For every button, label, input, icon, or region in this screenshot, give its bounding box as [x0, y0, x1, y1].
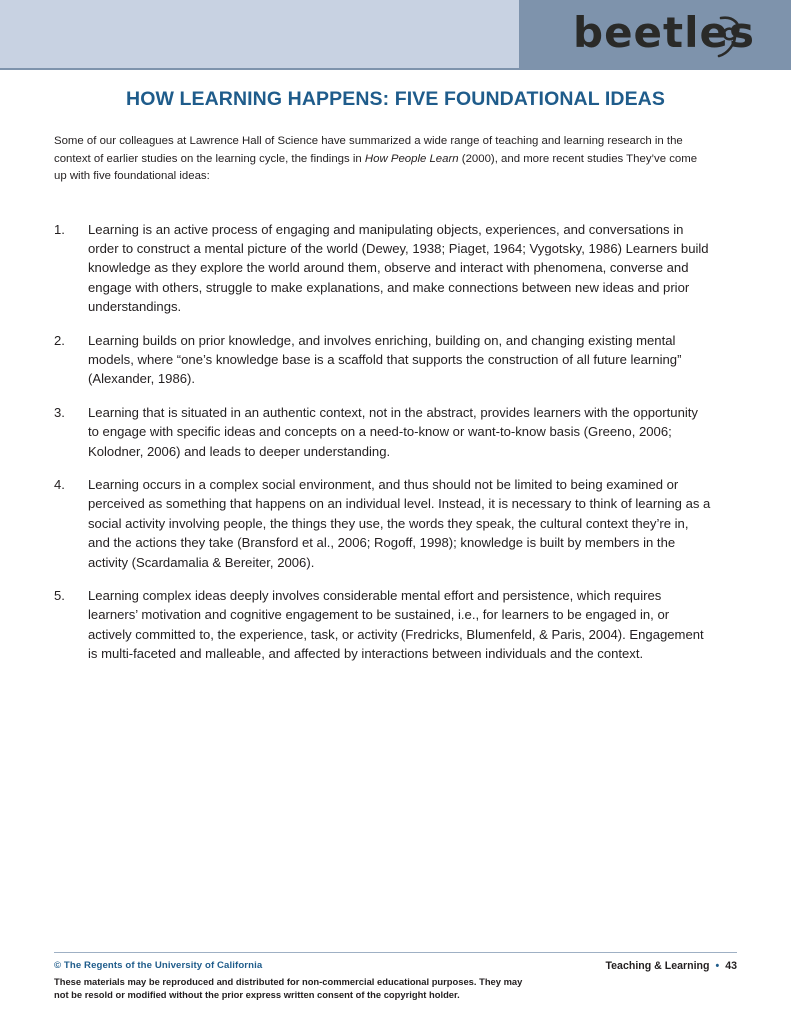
list-item: Learning that is situated in an authentic context, not in the abstract, provides learners with the opportunity to engage with specific ideas and concepts on a need-to-know or want-to-know basis (Greeno, 2006; Kolodner, 2006) and leads to deeper understanding.	[88, 404, 698, 459]
intro-text-part2: (2000), and more recent studies They’ve come up with five foundational ideas:	[54, 152, 698, 182]
page-title: HOW LEARNING HAPPENS: FIVE FOUNDATIONAL IDEAS	[126, 88, 665, 110]
list-item: Learning builds on prior knowledge, and involves enriching, building on, and changing existing mental models, where “one’s knowledge base is a scaffold that supports the construction of all future learning” (Alexander, 1986).	[88, 332, 682, 387]
foundational-ideas-list	[0, 186, 791, 664]
page-header-band	[0, 0, 791, 68]
brand-logo-text: beetles	[573, 8, 755, 57]
beetle-swirl-icon	[715, 14, 745, 58]
footer-section-label: Teaching & Learning	[605, 960, 710, 972]
page-number: 43	[725, 960, 737, 972]
copyright-notice: © The Regents of the University of California	[54, 960, 263, 971]
brand-logo-box	[519, 0, 791, 68]
terms-notice: These materials may be reproduced and distributed for non-commercial educational purposes. They may not be resold or modified without the prior express written consent of the copyright holder.	[54, 976, 523, 1000]
footer-divider	[54, 952, 737, 953]
list-item: Learning is an active process of engaging and manipulating objects, experiences, and conversations in order to construct a mental picture of the world (Dewey, 1938; Piaget, 1964; Vygotsky, 1986) Learners build knowledge as they explore the world around them, observe and interact with phenomena, converse and engage with others, struggle to make explanations, and make connections between new ideas and prior understandings.	[88, 221, 709, 315]
list-item: Learning complex ideas deeply involves considerable mental effort and persistence, which requires learners’ motivation and cognitive engagement to be sustained, i.e., for learners to be engaged in, or actively committed to, the experience, task, or activity (Fredricks, Blumenfeld, & Paris, 2004). Engagement is multi-faceted and malleable, and affected by interactions between individuals and the context.	[88, 588, 704, 662]
intro-paragraph	[0, 111, 791, 186]
intro-book-title: How People Learn	[364, 152, 459, 165]
page-footer	[0, 958, 791, 1018]
intro-text-part1: Some of our colleagues at Lawrence Hall of Science have summarized a wide range of teaching and learning research in the context of earlier studies on the learning cycle, the findings in	[54, 135, 683, 165]
page-content	[0, 70, 791, 678]
footer-separator: •	[715, 960, 720, 972]
list-item: Learning occurs in a complex social environment, and thus should not be limited to being examined or perceived as something that happens on an individual level. Instead, it is necessary to think of learning as a social activity involving people, the things they use, the words they speak, the cultural context they’re in, and the actions they take (Bransford et al., 2006; Rogoff, 1998); knowledge is built by members in the activity (Scardamalia & Bereiter, 2006).	[88, 476, 711, 570]
footer-page-info	[605, 960, 737, 972]
